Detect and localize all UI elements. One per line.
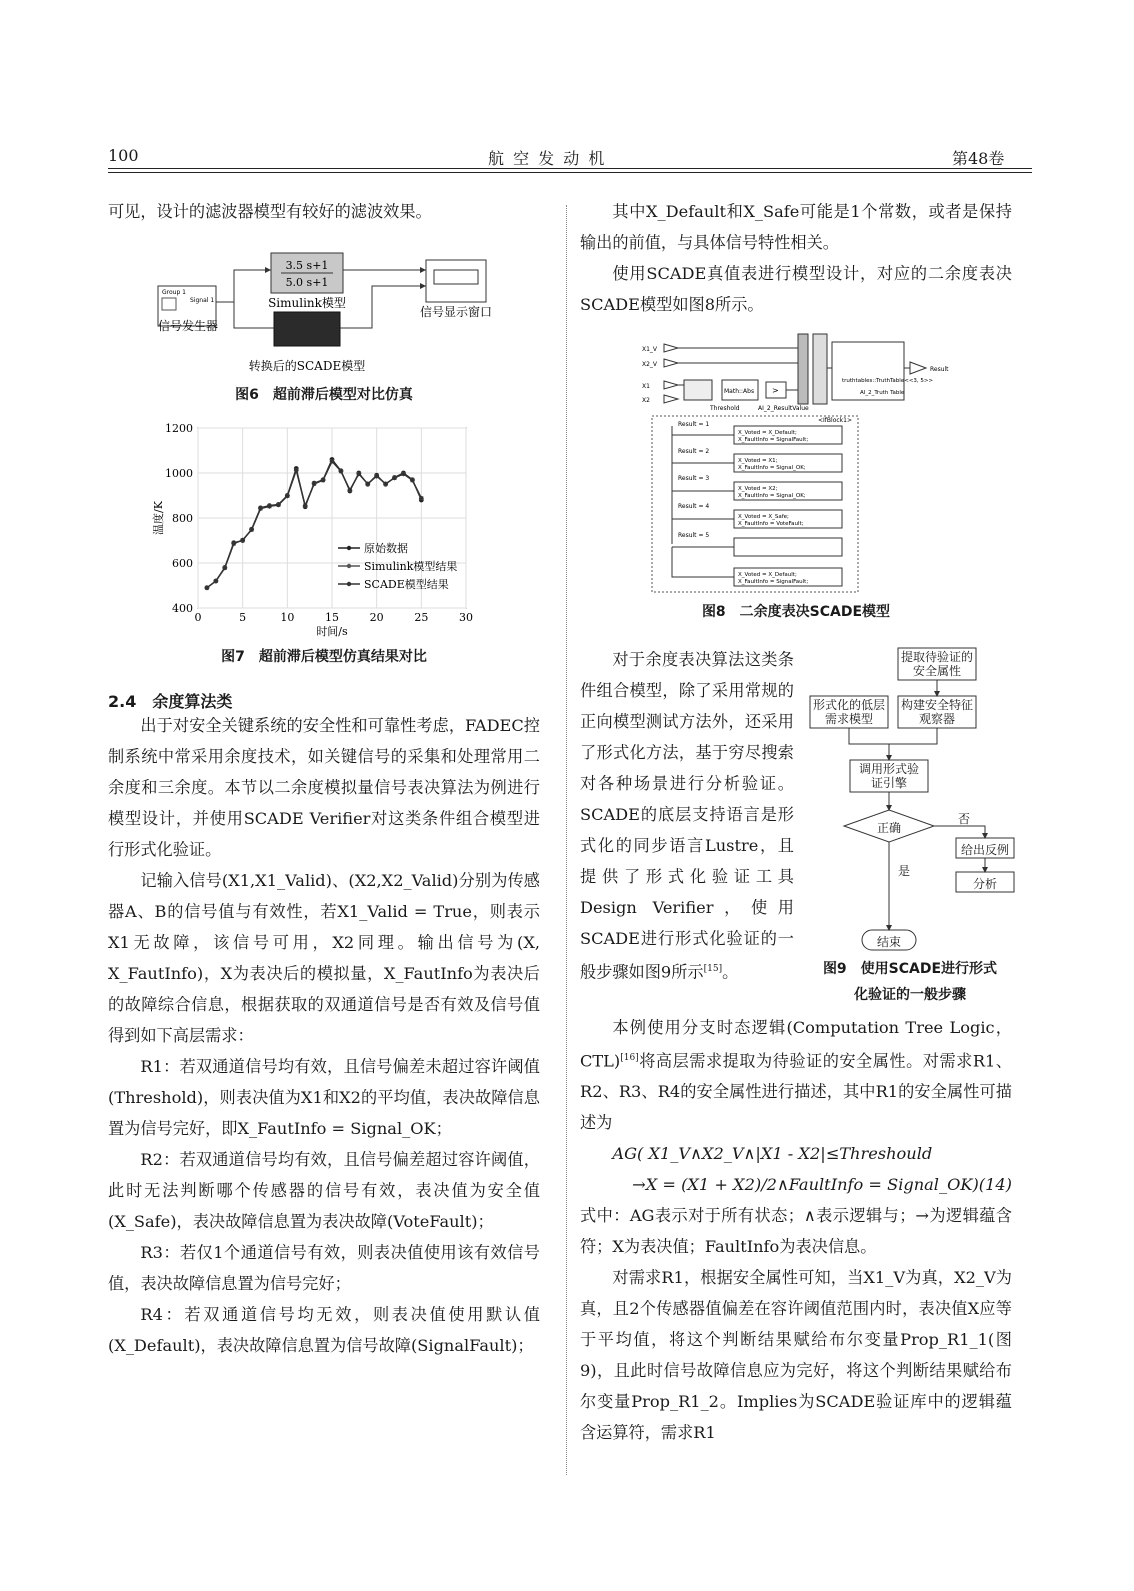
signal-label: Signal 1 (190, 297, 215, 304)
observer-label: 构建安全特征观察器 (900, 698, 973, 726)
ifblock-label: <IfBlock1> (818, 417, 852, 424)
citation[interactable]: [16] (620, 1053, 639, 1063)
legend-marker (347, 564, 351, 568)
signal-gen-label: 信号发生器 (158, 319, 219, 333)
paragraph: R2：若双通道信号均有效，且信号偏差超过容许阈值，此时无法判断哪个传感器的信号有效，表决值为安全值(X_Safe)，表决故障信息置为表决故障(VoteFault)； (108, 1150, 540, 1231)
tf-denominator: 5.0 s+1 (285, 276, 329, 289)
equation-line-2: →X = (X1 + X2)/2∧FaultInfo = Signal_OK)(14) (632, 1175, 1012, 1195)
right-body: 本例使用分支时态逻辑(Computation Tree Logic，CTL)[16]将高层需求提取为待验证的安全属性。对需求R1、R2、R3、R4的安全属性进行描述，其中R1的安全属性可描述为 AG( X1_V∧X2_V∧|X1 - X2|≤Threshould →X = (X1 + X2)/2∧FaultInfo = Signal_OK)(14) 式中：AG表示对于所有状态；∧表示逻辑与；→为逻辑蕴含符；X为表决值；FaultInfo为表决信息。 对需求R1，根据安全属性可知，当X1_V为真，X2_V为真，且2个传感器值偏差在容许阈值范围内时，表决值X应等于平均值，将这个判断结果赋给布尔变量Prop_R1_1(图9)，且此时信号故障信息应为完好，将这个判断结果赋给布尔变量Prop_R1_2。Implies为SCADE验证库中的逻辑蕴含运算符，需求R1 (580, 1012, 1012, 1448)
x-tick-label: 5 (239, 611, 247, 624)
y-tick-label: 1200 (165, 422, 193, 435)
x-tick-label: 25 (414, 611, 429, 624)
display-label: 信号显示窗口 (419, 305, 493, 319)
paragraph: 使用SCADE真值表进行模型设计，对应的二余度表决SCADE模型如图8所示。 (580, 264, 1012, 314)
header-rule-bottom (108, 172, 1032, 173)
x-tick-label: 30 (459, 611, 473, 624)
legend-label: Simulink模型结果 (364, 560, 458, 573)
analyze-label: 分析 (972, 877, 997, 891)
figure-7-caption: 图7 超前滞后模型仿真结果对比 (221, 649, 427, 665)
action-text: X_Voted = X2; (738, 486, 778, 492)
y-tick-label: 1000 (165, 467, 193, 480)
truth-table-name: AI_2_Truth Table (860, 390, 905, 396)
ai-result-label: AI_2_ResultValue (758, 405, 809, 412)
citation[interactable]: [15] (703, 964, 723, 974)
header-rule-top (108, 168, 1032, 169)
figure-6 (150, 250, 510, 380)
condition-2: Result = 2 (678, 448, 710, 455)
result-output-label: Result (930, 366, 949, 373)
condition-5: Result = 5 (678, 532, 710, 539)
figure-6-diagram (150, 250, 510, 380)
action-text: X_Voted = X_Safe; (738, 514, 789, 520)
figure-9-flowchart (800, 644, 1020, 956)
equation-line-1: AG( X1_V∧X2_V∧|X1 - X2|≤Threshould (612, 1144, 933, 1164)
paragraph: 对于余度表决算法这类条件组合模型，除了采用常规的正向模型测试方法外，还采用了形式化方法，基于穷尽搜索对各种场景进行分析验证。SCADE的底层支持语言是形式化的同步语言Lustre，且提供了形式化验证工具Design Verifier，使用SCADE进行形式化验证的一般步骤如图9所示 (580, 650, 794, 982)
paragraph: 式中：AG表示对于所有状态；∧表示逻辑与；→为逻辑蕴含符；X为表决值；FaultInfo为表决信息。 (580, 1206, 1012, 1257)
action-text: X_FaultInfo = Signal_OK; (738, 493, 806, 499)
formal-req-label: 形式化的低层需求模型 (812, 698, 885, 726)
math-abs-label: Math::Abs (724, 388, 755, 395)
figure-8-diagram (638, 330, 968, 594)
threshold-label: Threshold (710, 405, 740, 412)
right-top (580, 196, 1012, 320)
extract-label: 提取待验证的安全属性 (900, 650, 973, 678)
paragraph: 记输入信号(X1,X1_Valid)、(X2,X2_Valid)分别为传感器A、B的信号值与有效性，若X1_Valid = True，则表示X1无故障，该信号可用，X2同理。输出信号为(X, X_FautInfo)，X为表决后的模拟量，X_FautInfo为表决后的故障综合信息，根据获取的双通道信号是否有效及信号值得到如下高层需求： (108, 871, 540, 1045)
left-body (108, 710, 540, 1361)
legend-label: SCADE模型结果 (364, 578, 449, 591)
yes-label: 是 (898, 864, 911, 878)
condition-1: Result = 1 (678, 421, 710, 428)
y-tick-label: 800 (172, 512, 193, 525)
display-block (426, 260, 486, 302)
x-tick-label: 15 (325, 611, 339, 624)
section-title: 2.4 余度算法类 (108, 692, 233, 711)
tf-numerator: 3.5 s+1 (285, 259, 329, 272)
y-tick-label: 600 (172, 557, 193, 570)
figure-9-caption-line2: 化验证的一般步骤 (854, 987, 966, 1003)
left-intro: 可见，设计的滤波器模型有较好的滤波效果。 (108, 202, 432, 221)
no-label: 否 (958, 812, 971, 826)
decision-label: 正确 (876, 821, 901, 835)
figure-7-chart (150, 420, 490, 650)
paragraph: R4：若双通道信号均无效，则表决值使用默认值(X_Default)，表决故障信息置为信号故障(SignalFault)； (108, 1305, 540, 1355)
action-text: X_FaultInfo = SignalFault; (738, 579, 809, 585)
temperature-line-chart (150, 420, 490, 650)
legend-marker (347, 582, 351, 586)
figure-8 (638, 330, 968, 594)
paragraph: R3：若仅1个通道信号有效，则表决值使用该有效信号值，表决故障信息置为信号完好； (108, 1243, 540, 1293)
figure-8-caption: 图8 二余度表决SCADE模型 (701, 604, 891, 620)
paragraph: 对需求R1，根据安全属性可知，当X1_V为真，X2_V为真，且2个传感器值偏差在容许阈值范围内时，表决值X应等于平均值，将这个判断结果赋给布尔变量Prop_R1_1(图9)，且此时信号故障信息应为完好，将这个判断结果赋给布尔变量Prop_R1_2。Implies为SCADE验证库中的逻辑蕴含运算符，需求R1 (580, 1268, 1012, 1443)
input-x2: X2 (642, 397, 650, 404)
input-x1v: X1_V (642, 346, 658, 353)
action-text: X_FaultInfo = Signal_OK; (738, 465, 806, 471)
y-tick-label: 400 (172, 602, 193, 615)
figure-9 (800, 644, 1020, 956)
end-label: 结束 (876, 935, 901, 949)
input-x2v: X2_V (642, 361, 658, 368)
x-tick-label: 10 (280, 611, 295, 624)
x-axis-label: 时间/s (316, 625, 348, 638)
paragraph: 出于对安全关键系统的安全性和可靠性考虑，FADEC控制系统中常采用余度技术，如关键信号的采集和处理常用二余度和三余度。本节以二余度模拟量信号表决算法为例进行模型设计，并使用SCADE Verifier对这类条件组合模型进行形式化验证。 (108, 716, 540, 859)
engine-label: 调用形式验证引擎 (858, 762, 919, 790)
action-text: X_FaultInfo = SignalFault; (738, 437, 809, 443)
input-x1: X1 (642, 383, 650, 390)
action-text: X_Voted = X1; (738, 458, 778, 464)
journal-title: 航 空 发 动 机 (488, 149, 607, 168)
paragraph: R1：若双通道信号均有效，且信号偏差未超过容许阈值(Threshold)，则表决值为X1和X2的平均值，表决故障信息置为信号完好，即X_FautInfo = Signal_OK； (108, 1057, 540, 1138)
x-tick-label: 20 (369, 611, 384, 624)
legend-label: 原始数据 (364, 542, 408, 555)
condition-4: Result = 4 (678, 503, 710, 510)
volume-label: 第48卷 (952, 149, 1005, 168)
x-tick-label: 0 (194, 611, 202, 624)
condition-3: Result = 3 (678, 475, 710, 482)
scade-block (274, 312, 340, 346)
truth-table-label: truthtables::TruthTable<<3, 5>> (842, 378, 934, 384)
legend-marker (347, 546, 351, 550)
action-text: X_Voted = X_Default; (738, 572, 797, 578)
figure-6-caption: 图6 超前滞后模型对比仿真 (235, 387, 413, 403)
right-narrow-text: 对于余度表决算法这类条件组合模型，除了采用常规的正向模型测试方法外，还采用了形式化方法，基于穷尽搜索对各种场景进行分析验证。SCADE的底层支持语言是形式化的同步语言Lustre，且提供了形式化验证工具Design Verifier，使用SCADE进行形式化验证的一般步骤如图9所示[15]。 (580, 650, 794, 982)
column-divider (566, 205, 567, 1475)
simulink-label: Simulink模型 (268, 296, 346, 310)
paragraph: 其中X_Default和X_Safe可能是1个常数，或者是保持输出的前值，与具体信号特性相关。 (580, 202, 1012, 252)
group-label: Group 1 (162, 289, 186, 296)
counterexample-label: 给出反例 (960, 843, 1009, 857)
page-number: 100 (108, 146, 139, 165)
paragraph: 本例使用分支时态逻辑(Computation Tree Logic，CTL) (580, 1018, 1012, 1071)
figure-9-caption-line1: 图9 使用SCADE进行形式 (822, 961, 998, 977)
action-text: X_FaultInfo = VoteFault; (738, 521, 804, 527)
action-text: X_Voted = X_Default; (738, 430, 797, 436)
scade-label: 转换后的SCADE模型 (248, 359, 366, 373)
y-axis-label: 温度/K (152, 501, 165, 535)
svg-text:>: > (772, 386, 779, 395)
